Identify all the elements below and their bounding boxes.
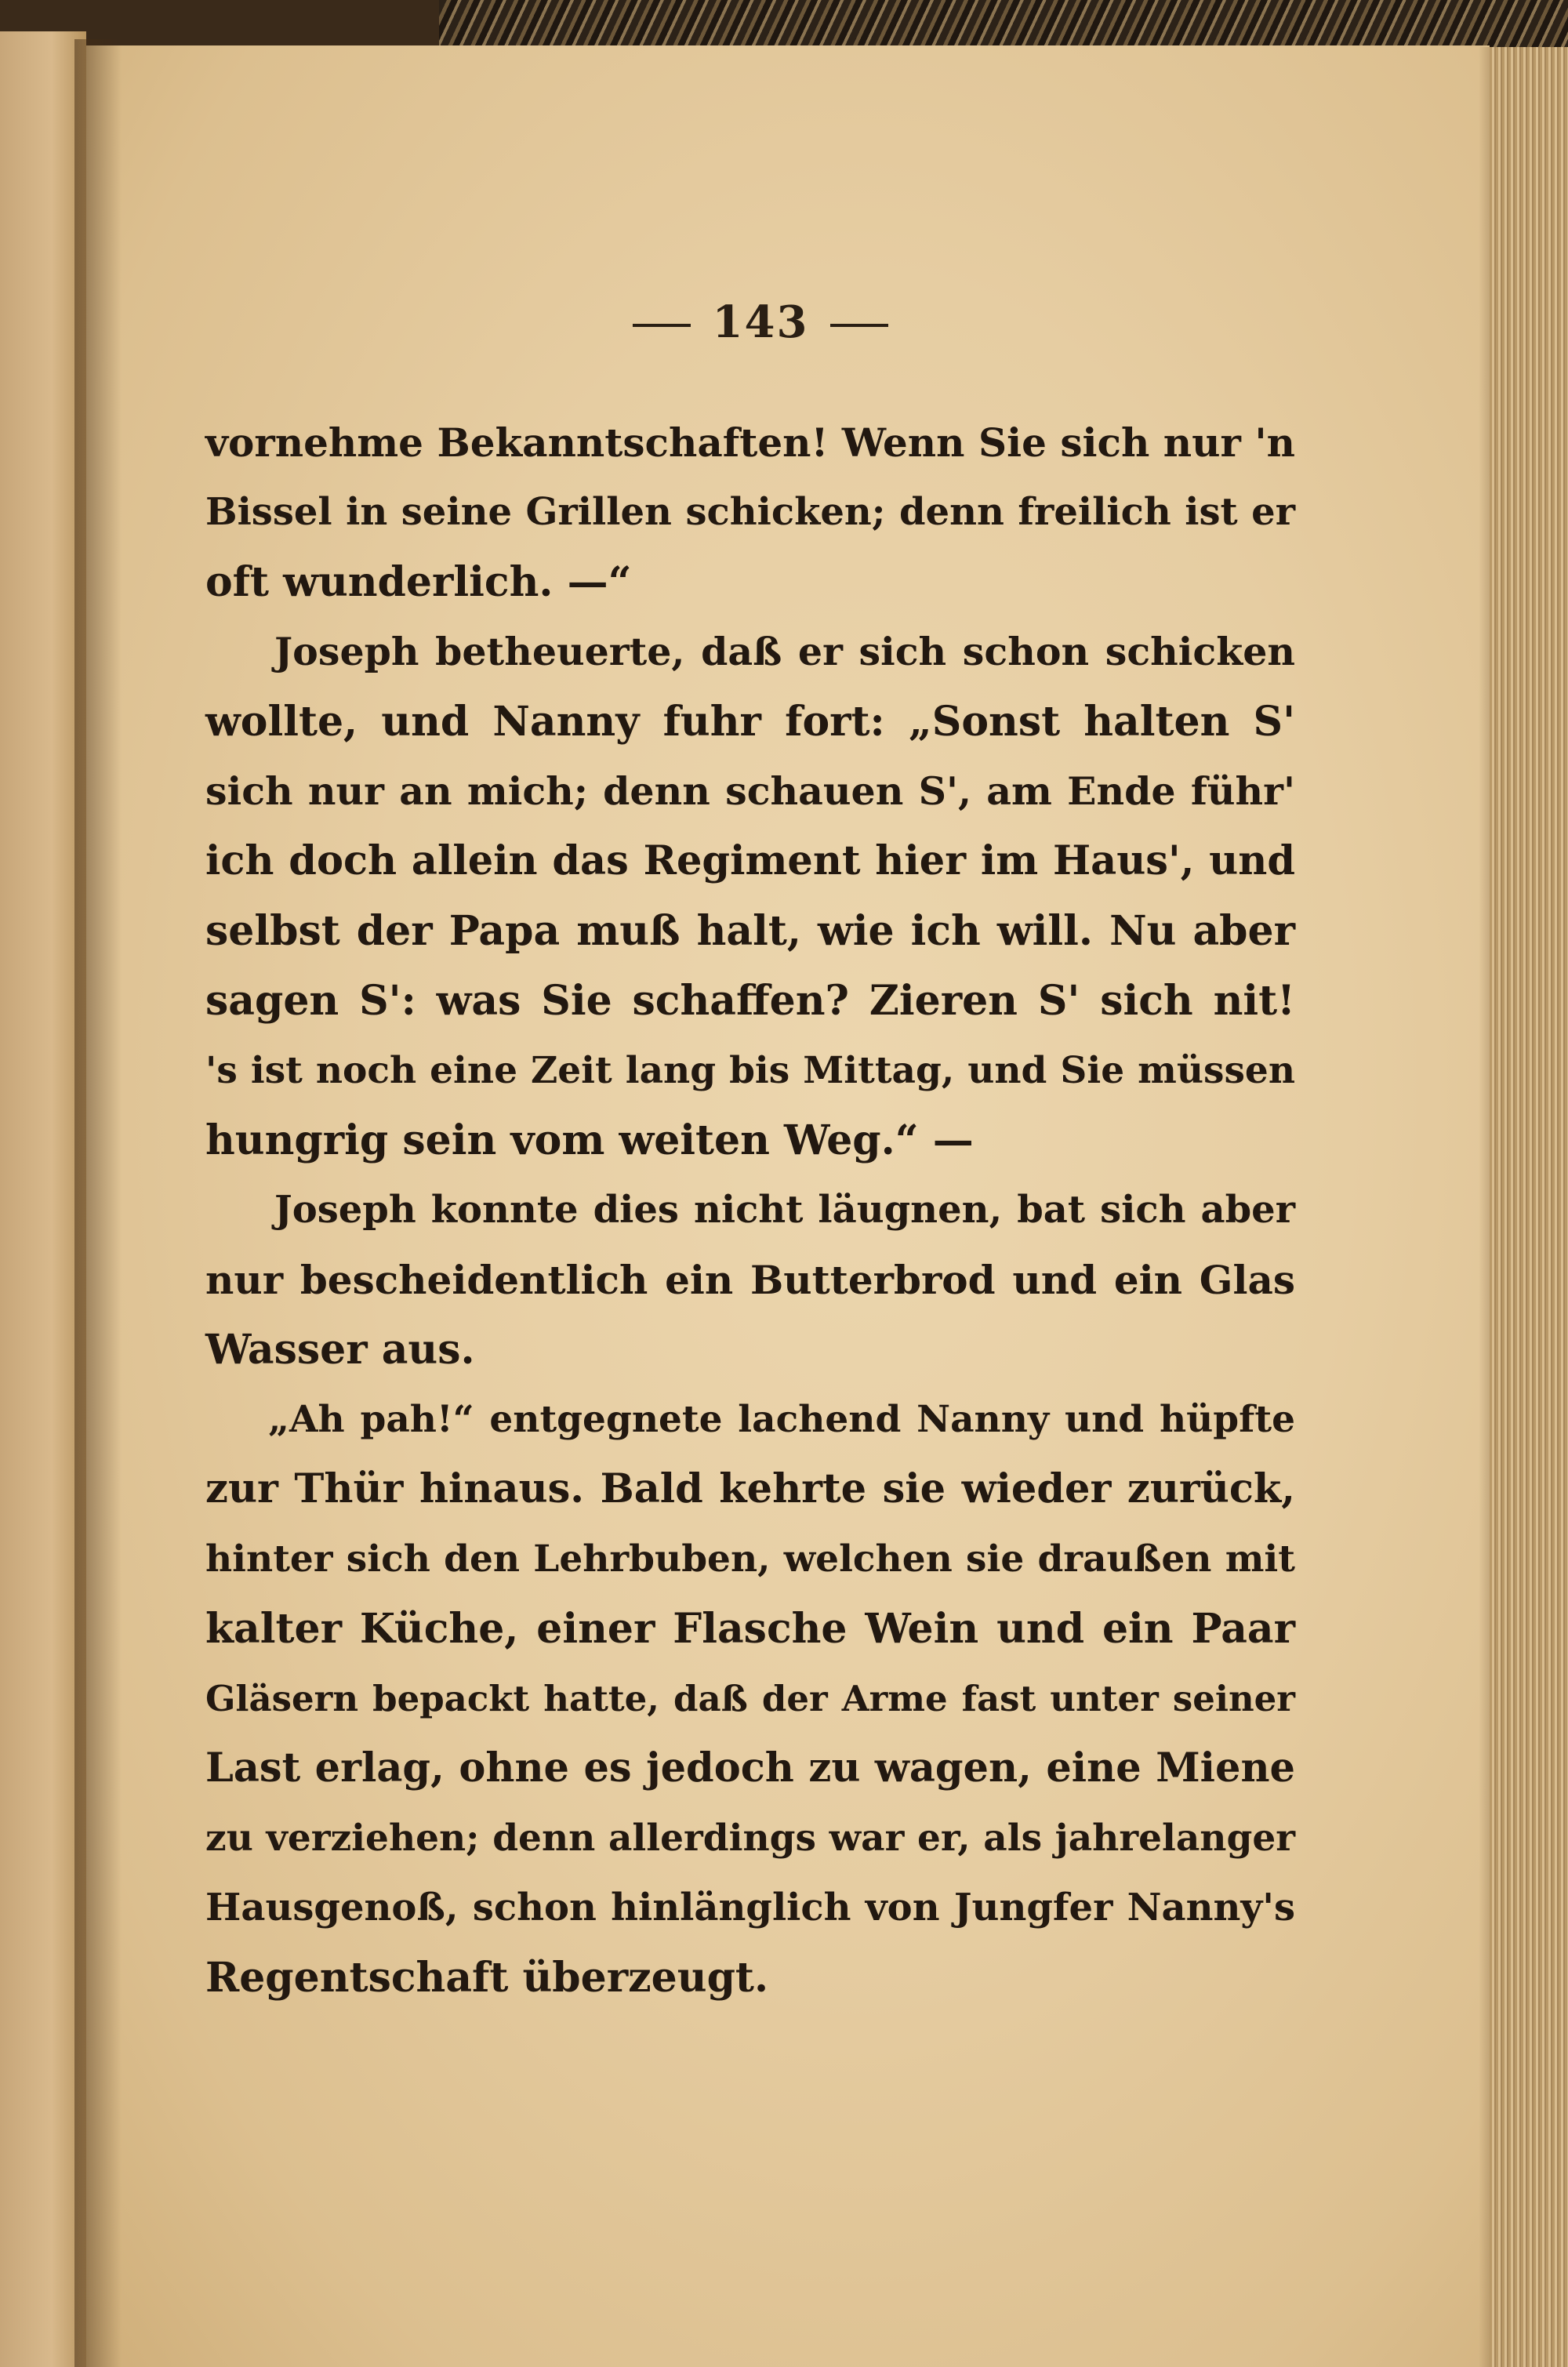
text-line: kalter Küche, einer Flasche Wein und ein Paar bbox=[205, 1605, 1295, 1653]
text-line: „Ah pah!“ entgegnete lachend Nanny und hüpfte bbox=[268, 1398, 1295, 1441]
spine-shadow bbox=[74, 39, 122, 2367]
text-line: sich nur an mich; denn schauen S', am Ende führ' bbox=[205, 768, 1295, 814]
text-line: Hausgenoß, schon hinlänglich von Jungfer Nanny's bbox=[205, 1886, 1295, 1930]
text-line: sagen S': was Sie schaffen? Zieren S' sich nit! bbox=[205, 977, 1295, 1025]
text-line: Regentschaft überzeugt. bbox=[205, 1954, 769, 2002]
text-line: hinter sich den Lehrbuben, welchen sie draußen mit bbox=[205, 1537, 1295, 1581]
page-block-edges bbox=[1490, 47, 1568, 2367]
body-text bbox=[205, 408, 1295, 2013]
text-line: zur Thür hinaus. Bald kehrte sie wieder zurück, bbox=[205, 1465, 1295, 1512]
text-line: selbst der Papa muß halt, wie ich will. Nu aber bbox=[205, 907, 1295, 955]
text-line: ich doch allein das Regiment hier im Haus', und bbox=[205, 837, 1295, 884]
header-dash-left bbox=[633, 324, 691, 327]
text-line: vornehme Bekanntschaften! Wenn Sie sich nur 'n bbox=[205, 419, 1295, 466]
text-line: 's ist noch eine Zeit lang bis Mittag, und Sie müssen bbox=[205, 1049, 1295, 1092]
text-line: Joseph konnte dies nicht läugnen, bat sich aber bbox=[274, 1188, 1295, 1232]
text-line: oft wunderlich. —“ bbox=[205, 558, 632, 606]
text-line: Bissel in seine Grillen schicken; denn freilich ist er bbox=[205, 490, 1295, 534]
text-line: Wasser aus. bbox=[205, 1326, 475, 1374]
text-line: wollte, und Nanny fuhr fort: „Sonst halten S' bbox=[205, 698, 1295, 746]
text-line: nur bescheidentlich ein Butterbrod und ein Glas bbox=[205, 1257, 1295, 1303]
marbled-cover-edge bbox=[439, 0, 1568, 49]
facing-page-edge bbox=[0, 31, 86, 2367]
page-header bbox=[604, 296, 917, 367]
text-line: zu verziehen; denn allerdings war er, als jahrelanger bbox=[205, 1817, 1295, 1860]
page-number: 143 bbox=[712, 296, 809, 348]
text-line: Gläsern bepackt hatte, daß der Arme fast unter seiner bbox=[205, 1678, 1295, 1719]
text-line: Last erlag, ohne es jedoch zu wagen, eine Miene bbox=[205, 1744, 1295, 1792]
header-dash-right bbox=[830, 324, 888, 327]
text-line: hungrig sein vom weiten Weg.“ — bbox=[205, 1116, 974, 1164]
text-line: Joseph betheuerte, daß er sich schon schicken bbox=[274, 629, 1295, 674]
